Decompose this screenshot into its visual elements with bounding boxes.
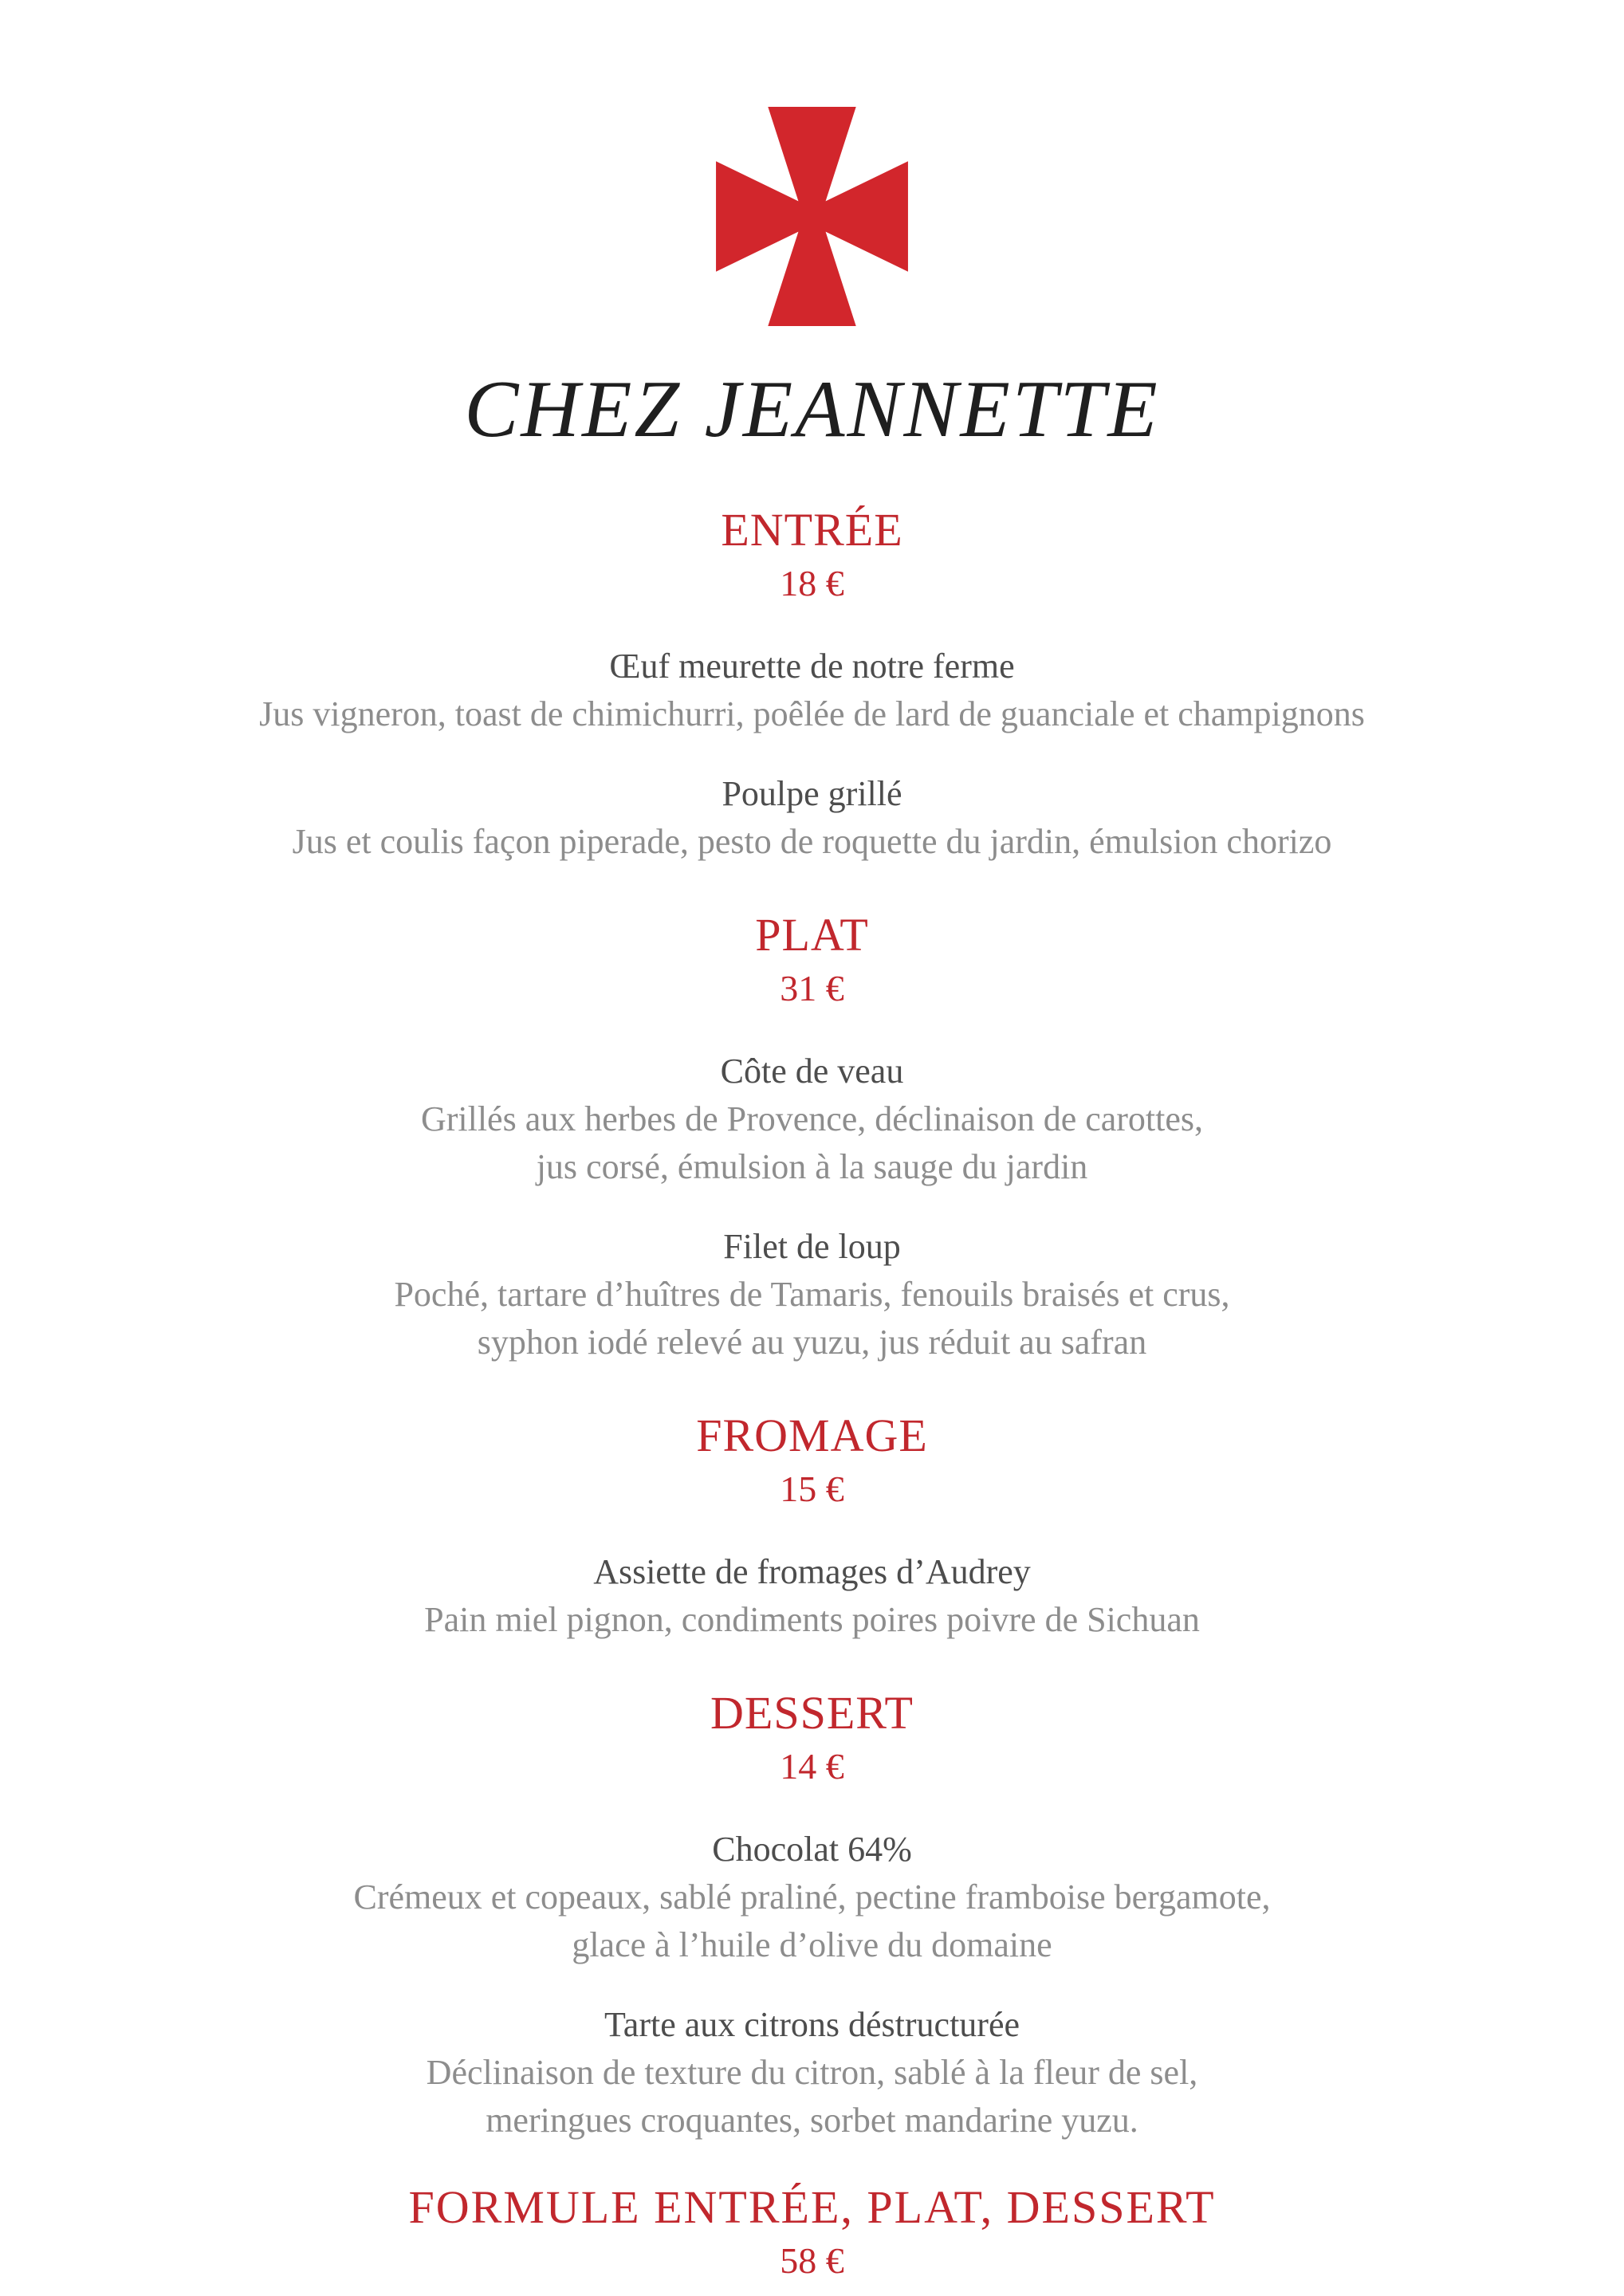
section-plat-heading: PLAT: [755, 909, 869, 961]
templar-cross-icon: [715, 107, 909, 326]
dish-description-line: Pain miel pignon, condiments poires poivre de Sichuan: [424, 1600, 1200, 1639]
dish-cote-de-veau: [0, 1048, 1624, 1191]
dish-description-line: glace à l’huile d’olive du domaine: [572, 1925, 1052, 1964]
dish-description-line: Crémeux et copeaux, sablé praliné, pectine framboise bergamote,: [353, 1877, 1271, 1917]
section-entree-price: 18 €: [780, 563, 844, 603]
dish-filet-de-loup: [0, 1223, 1624, 1366]
section-dessert-price: 14 €: [780, 1746, 844, 1787]
dish-name: Chocolat 64%: [712, 1830, 912, 1869]
section-entree: [0, 502, 1624, 866]
formule-price: 58 €: [780, 2240, 844, 2281]
dish-description-line: meringues croquantes, sorbet mandarine yuzu.: [486, 2101, 1138, 2140]
dish-name: Poulpe grillé: [722, 774, 902, 813]
dish-poulpe-grille: [0, 770, 1624, 866]
dish-name: Côte de veau: [720, 1052, 904, 1091]
section-dessert: [0, 1685, 1624, 2145]
dish-name: Filet de loup: [723, 1227, 901, 1266]
section-plat-price: 31 €: [780, 968, 844, 1008]
dish-oeuf-meurette: [0, 643, 1624, 738]
formule-section: [0, 2180, 1624, 2283]
dish-name: Tarte aux citrons déstructurée: [604, 2005, 1020, 2044]
section-fromage-heading: FROMAGE: [696, 1409, 928, 1461]
dish-chocolat-64: [0, 1826, 1624, 1969]
formule-heading: FORMULE ENTRÉE, PLAT, DESSERT: [408, 2181, 1216, 2233]
dish-name: Œuf meurette de notre ferme: [609, 647, 1015, 686]
dish-description-line: syphon iodé relevé au yuzu, jus réduit au safran: [477, 1323, 1147, 1362]
dish-description-line: jus corsé, émulsion à la sauge du jardin: [536, 1147, 1088, 1186]
dish-description-line: Jus et coulis façon piperade, pesto de roquette du jardin, émulsion chorizo: [292, 822, 1332, 861]
dish-description-line: Déclinaison de texture du citron, sablé à la fleur de sel,: [426, 2053, 1198, 2092]
dish-assiette-fromages: [0, 1548, 1624, 1644]
section-fromage-price: 15 €: [780, 1468, 844, 1509]
restaurant-name: CHEZ JEANNETTE: [464, 364, 1160, 454]
dish-name: Assiette de fromages d’Audrey: [593, 1552, 1031, 1591]
section-fromage: [0, 1408, 1624, 1644]
section-plat: [0, 907, 1624, 1366]
dish-tarte-citrons: [0, 2001, 1624, 2145]
dish-description-line: Poché, tartare d’huîtres de Tamaris, fenouils braisés et crus,: [394, 1275, 1230, 1314]
section-entree-heading: ENTRÉE: [721, 504, 903, 556]
dish-description-line: Grillés aux herbes de Provence, déclinaison de carottes,: [420, 1099, 1204, 1138]
section-dessert-heading: DESSERT: [710, 1687, 914, 1739]
dish-description-line: Jus vigneron, toast de chimichurri, poêlée de lard de guanciale et champignons: [259, 694, 1365, 733]
